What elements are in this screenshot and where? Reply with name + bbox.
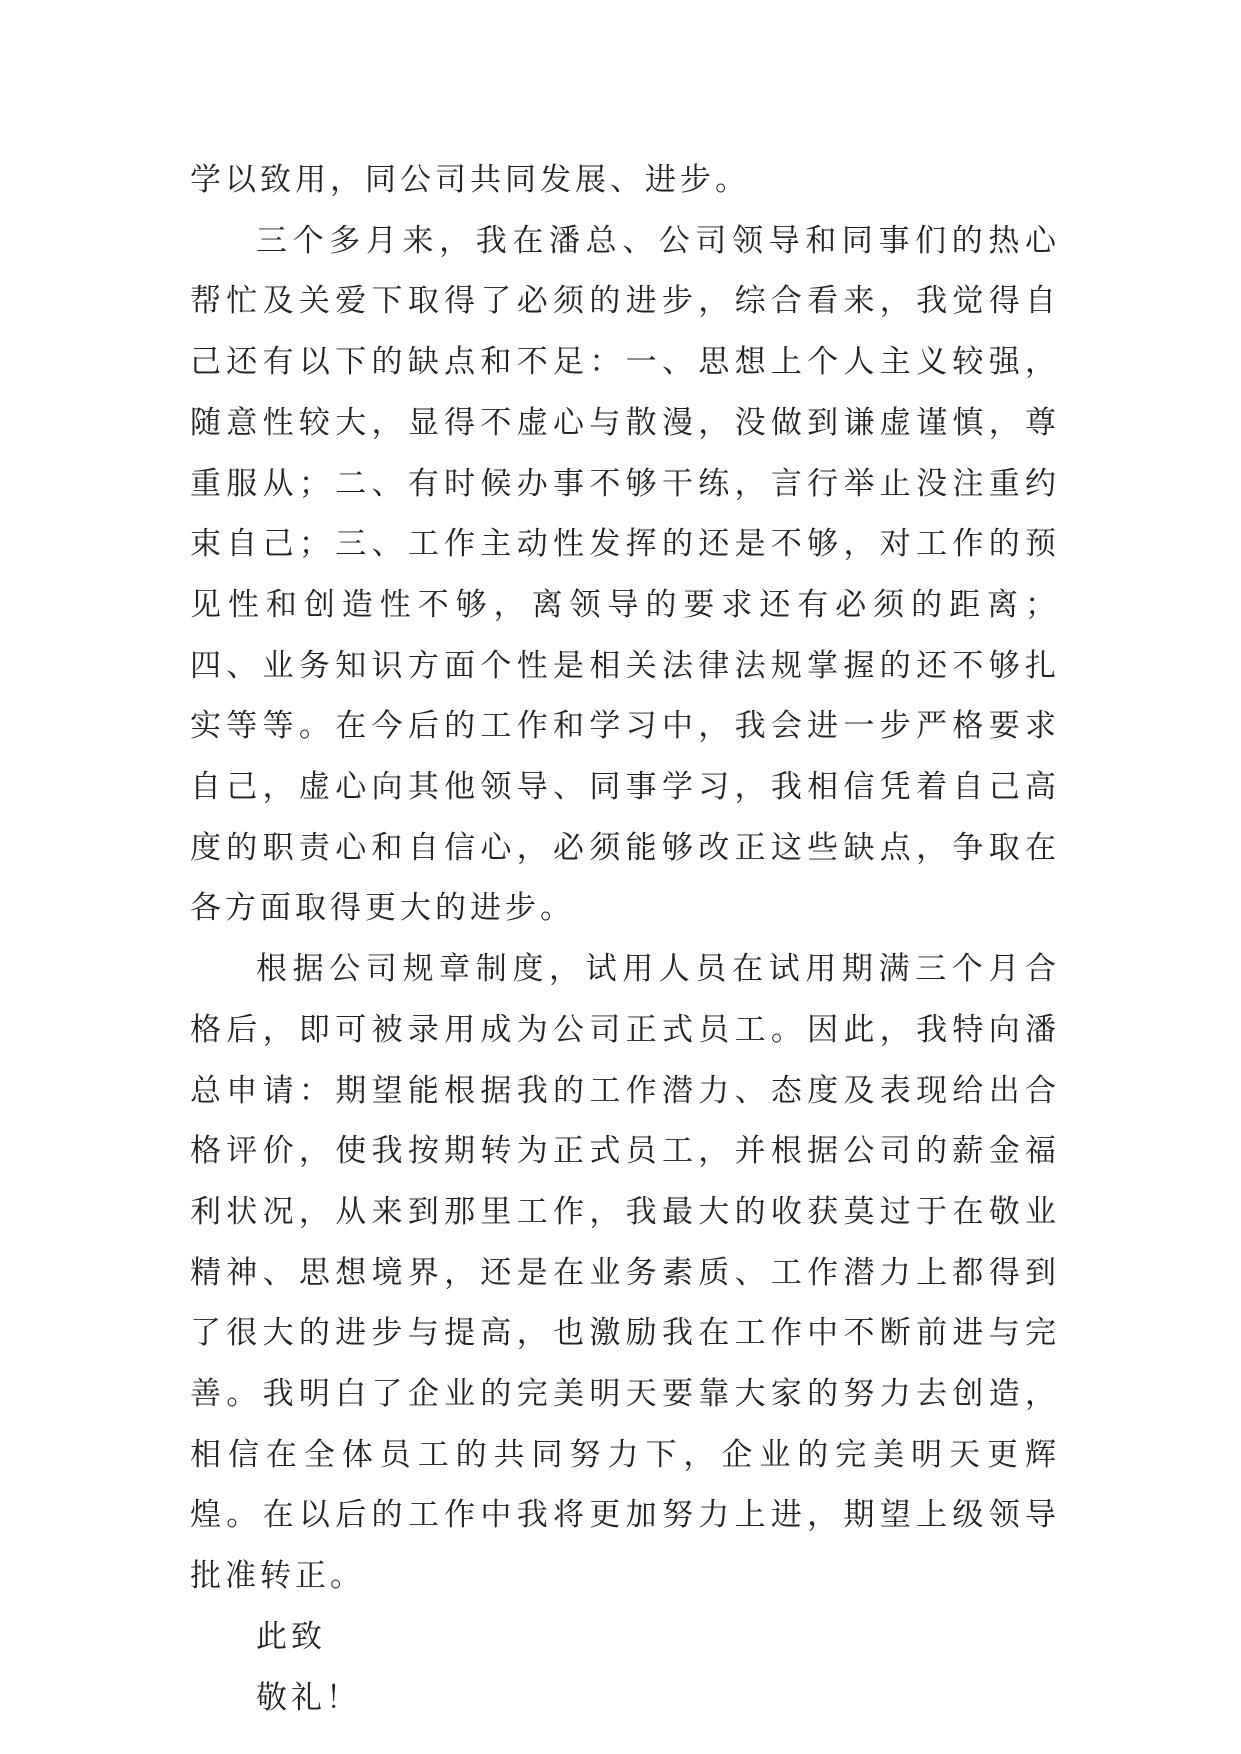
paragraph-shortcomings: 三个多月来，我在潘总、公司领导和同事们的热心帮忙及关爱下取得了必须的进步，综合看来，我觉得自己还有以下的缺点和不足：一、思想上个人主义较强，随意性较大，显得不虚心与散漫，没做到谦虚谨慎，尊重服从；二、有时候办事不够干练，言行举止没注重约束自己；三、工作主动性发挥的还是不够，对工作的预见性和创造性不够，离领导的要求还有必须的距离；四、业务知识方面个性是相关法律法规掌握的还不够扎实等等。在今后的工作和学习中，我会进一步严格要求自己，虚心向其他领导、同事学习，我相信凭着自己高度的职责心和自信心，必须能够改正这些缺点，争取在各方面取得更大的进步。 <box>190 222 1060 927</box>
closing-regards: 敬礼！ <box>256 1679 361 1716</box>
paragraph-continuation: 学以致用，同公司共同发展、进步。 <box>190 162 750 198</box>
document-page <box>190 150 1060 1728</box>
closing-salutation: 此致 <box>256 1618 326 1655</box>
paragraph-application: 根据公司规章制度，试用人员在试用期满三个月合格后，即可被录用成为公司正式员工。因此，我特向潘总申请：期望能根据我的工作潜力、态度及表现给出合格评价，使我按期转为正式员工，并根据公司的薪金福利状况，从来到那里工作，我最大的收获莫过于在敬业精神、思想境界，还是在业务素质、工作潜力上都得到了很大的进步与提高，也激励我在工作中不断前进与完善。我明白了企业的完美明天要靠大家的努力去创造，相信在全体员工的共同努力下，企业的完美明天更辉煌。在以后的工作中我将更加努力上进，期望上级领导批准转正。 <box>190 951 1060 1595</box>
